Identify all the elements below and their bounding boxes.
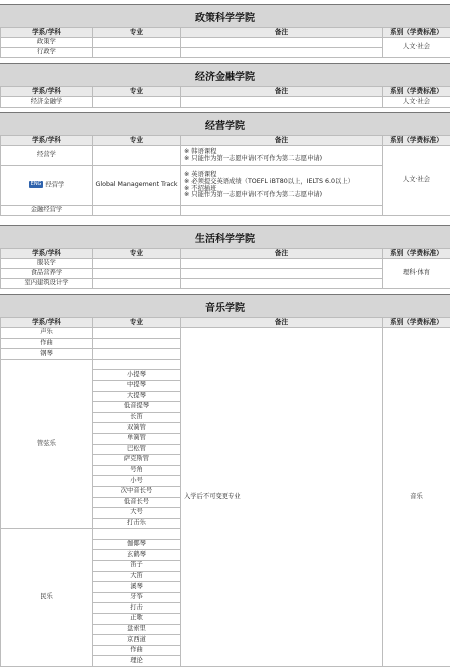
major-cell: 巴松管 xyxy=(93,444,181,455)
major-cell: 号角 xyxy=(93,465,181,476)
dept-cell: 经营学 xyxy=(1,146,93,166)
header-dept: 学系/学科 xyxy=(1,87,93,97)
major-cell xyxy=(93,349,181,360)
dept-cell: 声乐 xyxy=(1,328,93,339)
dept-cell: 服装学 xyxy=(1,259,93,269)
major-cell: 大笛 xyxy=(93,571,181,582)
major-cell: 牙筝 xyxy=(93,592,181,603)
section-business xyxy=(0,112,450,216)
dept-label: 经营学 xyxy=(45,181,65,189)
major-cell: 正歌 xyxy=(93,614,181,625)
major-table xyxy=(0,248,450,289)
major-cell: Global Management Track xyxy=(93,166,181,206)
major-cell: 大号 xyxy=(93,508,181,519)
note-cell xyxy=(181,269,383,279)
major-cell xyxy=(93,38,181,48)
major-cell: 萨克斯管 xyxy=(93,455,181,466)
eng-badge: ENG xyxy=(30,181,42,188)
header-major: 专业 xyxy=(93,87,181,97)
major-cell xyxy=(93,359,181,370)
major-cell: 作曲 xyxy=(93,645,181,656)
dept-cell: 政策学 xyxy=(1,38,93,48)
major-cell xyxy=(93,48,181,58)
major-table xyxy=(0,86,450,108)
section-economics xyxy=(0,63,450,108)
note-cell xyxy=(181,279,383,289)
major-cell xyxy=(93,529,181,540)
note-line: ※ 不招插班 xyxy=(184,184,217,192)
note-line: ※ 英语课程 xyxy=(184,170,217,178)
section-title: 音乐学院 xyxy=(0,294,450,317)
dept-cell: 经济金融学 xyxy=(1,97,93,108)
major-cell xyxy=(93,97,181,108)
dept-cell: 钢琴 xyxy=(1,349,93,360)
header-major: 专业 xyxy=(93,28,181,38)
major-cell xyxy=(93,269,181,279)
major-cell: 中提琴 xyxy=(93,380,181,391)
series-cell: 人文·社会 xyxy=(383,146,450,216)
header-series: 系别（学费标准） xyxy=(383,28,450,38)
note-cell xyxy=(181,48,383,58)
header-note: 备注 xyxy=(181,28,383,38)
note-cell xyxy=(181,146,383,166)
major-cell: 京西道 xyxy=(93,635,181,646)
major-table xyxy=(0,317,450,667)
header-dept: 学系/学科 xyxy=(1,318,93,328)
major-cell xyxy=(93,328,181,339)
section-lifesci xyxy=(0,225,450,289)
major-cell: 打击乐 xyxy=(93,518,181,529)
header-note: 备注 xyxy=(181,87,383,97)
note-line: ※ 只能作为第一志愿申请(不可作为第二志愿申请) xyxy=(184,191,323,199)
dept-cell: 作曲 xyxy=(1,338,93,349)
section-title: 经济金融学院 xyxy=(0,63,450,86)
major-cell xyxy=(93,338,181,349)
major-cell: 小提琴 xyxy=(93,370,181,381)
major-cell: 盘索里 xyxy=(93,624,181,635)
header-major: 专业 xyxy=(93,249,181,259)
note-cell xyxy=(181,38,383,48)
note-cell xyxy=(181,97,383,108)
major-cell xyxy=(93,279,181,289)
dept-cell: 行政学 xyxy=(1,48,93,58)
note-cell: 入学后不可变更专业 xyxy=(181,328,383,667)
dept-cell: 金融经营学 xyxy=(1,206,93,216)
major-cell xyxy=(93,146,181,166)
dept-cell: 民乐 xyxy=(1,529,93,667)
major-cell: 单簧管 xyxy=(93,433,181,444)
major-cell xyxy=(93,259,181,269)
section-title: 经营学院 xyxy=(0,112,450,135)
header-series: 系别（学费标准） xyxy=(383,249,450,259)
major-cell: 小号 xyxy=(93,476,181,487)
section-title: 生活科学学院 xyxy=(0,225,450,248)
series-cell: 人文·社会 xyxy=(383,97,450,108)
note-line: ※ 只能作为第一志愿申请(不可作为第二志愿申请) xyxy=(184,154,323,162)
header-major: 专业 xyxy=(93,136,181,146)
major-cell: 笛子 xyxy=(93,561,181,572)
section-music xyxy=(0,294,450,667)
major-cell: 理论 xyxy=(93,656,181,667)
header-series: 系别（学费标准） xyxy=(383,318,450,328)
note-cell xyxy=(181,259,383,269)
note-cell xyxy=(181,166,383,206)
major-cell: 双簧管 xyxy=(93,423,181,434)
dept-cell xyxy=(1,166,93,206)
major-cell: 溪琴 xyxy=(93,582,181,593)
major-table xyxy=(0,27,450,58)
header-series: 系别（学费标准） xyxy=(383,136,450,146)
note-line: ※ 韩语课程 xyxy=(184,147,217,155)
header-dept: 学系/学科 xyxy=(1,249,93,259)
major-cell: 打击 xyxy=(93,603,181,614)
major-table xyxy=(0,135,450,216)
major-cell: 次中音长号 xyxy=(93,486,181,497)
header-series: 系别（学费标准） xyxy=(383,87,450,97)
major-cell xyxy=(93,206,181,216)
dept-cell: 食品营养学 xyxy=(1,269,93,279)
header-note: 备注 xyxy=(181,249,383,259)
dept-cell: 管弦乐 xyxy=(1,359,93,529)
series-cell: 人文·社会 xyxy=(383,38,450,58)
major-cell: 低音提琴 xyxy=(93,402,181,413)
major-cell: 伽倻琴 xyxy=(93,539,181,550)
header-note: 备注 xyxy=(181,318,383,328)
series-cell: 理科·体育 xyxy=(383,259,450,289)
section-political xyxy=(0,4,450,58)
note-line: ※ 必须提交英语成绩（TOEFL iBT80以上，IELTS 6.0以上） xyxy=(184,177,354,185)
major-cell: 低音长号 xyxy=(93,497,181,508)
header-dept: 学系/学科 xyxy=(1,28,93,38)
note-cell xyxy=(181,206,383,216)
header-dept: 学系/学科 xyxy=(1,136,93,146)
section-title: 政策科学学院 xyxy=(0,4,450,27)
major-cell: 长笛 xyxy=(93,412,181,423)
header-note: 备注 xyxy=(181,136,383,146)
header-major: 专业 xyxy=(93,318,181,328)
major-cell: 玄鹤琴 xyxy=(93,550,181,561)
major-cell: 大提琴 xyxy=(93,391,181,402)
dept-cell: 室内建筑设计学 xyxy=(1,279,93,289)
series-cell: 音乐 xyxy=(383,328,450,667)
